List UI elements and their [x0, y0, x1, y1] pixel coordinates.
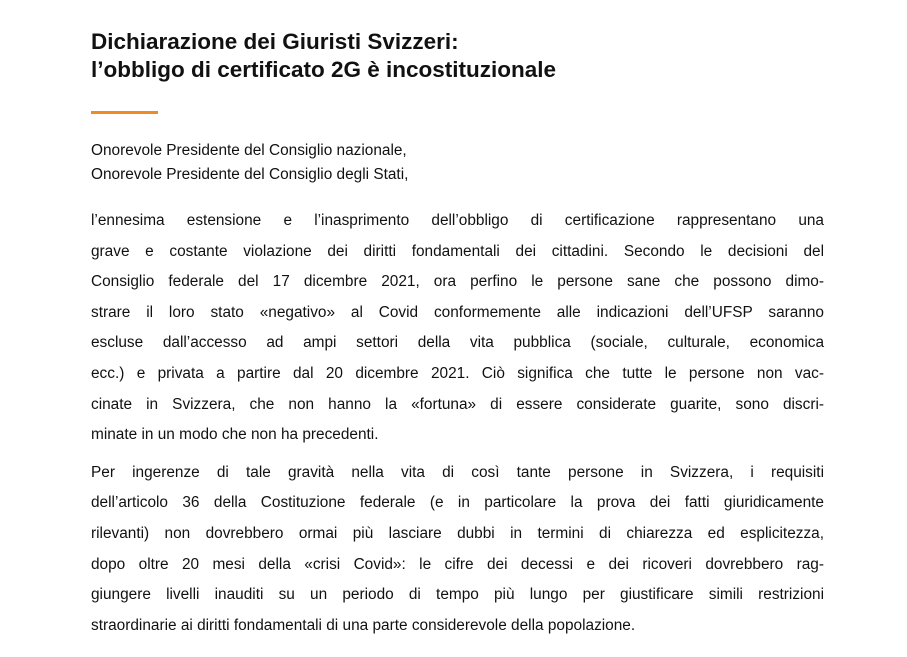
title-line-1: Dichiarazione dei Giuristi Svizzeri: [91, 29, 459, 54]
accent-divider [91, 111, 158, 114]
paragraph-line: giungere livelli inauditi su un periodo di tempo più lungo per giustificare simili restrizioni [91, 586, 824, 604]
paragraph-line: straordinarie ai diritti fondamentali di una parte considerevole della popolazione. [91, 616, 636, 634]
paragraph-line: grave e costante violazione dei diritti fondamentali dei cittadini. Secondo le decisioni del [91, 242, 824, 260]
paragraph-line: ecc.) e privata a partire dal 20 dicembre 2021. Ciò significa che tutte le persone non vac- [91, 364, 824, 382]
salutation [91, 139, 824, 186]
paragraph-line: rilevanti) non dovrebbero ormai più lasciare dubbi in termini di chiarezza ed esplicitezza, [91, 524, 824, 542]
paragraph-line: dopo oltre 20 mesi della «crisi Covid»: le cifre dei decessi e dei ricoveri dovrebbero rag- [91, 555, 824, 573]
document-page [91, 28, 824, 641]
paragraph-line: Consiglio federale del 17 dicembre 2021, ora perfino le persone sane che possono dimo- [91, 273, 824, 291]
paragraph-line: escluse dall’accesso ad ampi settori della vita pubblica (sociale, culturale, economica [91, 334, 824, 352]
salutation-line-2: Onorevole Presidente del Consiglio degli Stati, [91, 165, 409, 183]
paragraph-line: cinate in Svizzera, che non hanno la «fortuna» di essere considerate guarite, sono discri- [91, 395, 824, 413]
title-line-2: l’obbligo di certificato 2G è incostituzionale [91, 57, 557, 82]
salutation-line-1: Onorevole Presidente del Consiglio nazionale, [91, 142, 407, 159]
paragraph-line: l’ennesima estensione e l’inasprimento dell’obbligo di certificazione rappresentano una [91, 212, 824, 229]
paragraph-2 [91, 458, 824, 642]
document-title [91, 28, 824, 84]
paragraph-1 [91, 206, 824, 451]
paragraph-line: Per ingerenze di tale gravità nella vita di così tante persone in Svizzera, i requisiti [91, 463, 824, 481]
paragraph-line: dell’articolo 36 della Costituzione federale (e in particolare la prova dei fatti giuridicamente [91, 494, 824, 512]
paragraph-line: strare il loro stato «negativo» al Covid conformemente alle indicazioni dell’UFSP saranno [91, 303, 824, 321]
paragraph-line: minate in un modo che non ha precedenti. [91, 426, 379, 444]
